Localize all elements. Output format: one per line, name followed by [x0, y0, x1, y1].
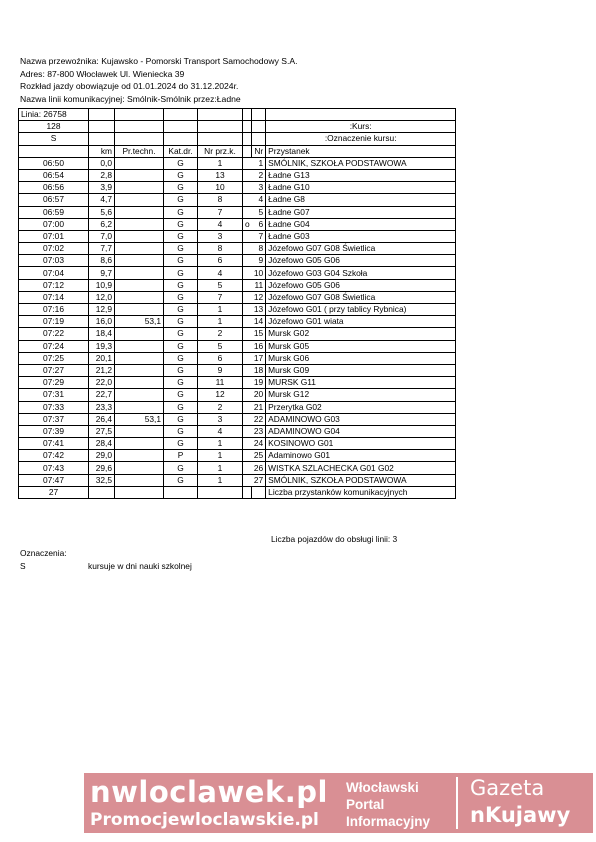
- cell-kat: G: [164, 243, 198, 255]
- cell-pr: [115, 182, 164, 194]
- cell-stop: SMÓLNIK, SZKOŁA PODSTAWOWA: [266, 474, 456, 486]
- legend-description: kursuje w dni nauki szkolnej: [88, 561, 192, 571]
- cell-nrprz: 1: [198, 450, 243, 462]
- site-promocje[interactable]: Promocjewloclawskie.pl: [90, 810, 319, 830]
- header-kat-dr: Kat.dr.: [164, 145, 198, 157]
- header-stop: Przystanek: [266, 145, 456, 157]
- cell-time: 07:00: [19, 218, 89, 230]
- cell-km: 2,8: [89, 169, 115, 181]
- cell-kat: G: [164, 304, 198, 316]
- cell-time: 07:22: [19, 328, 89, 340]
- cell-stop: Józefowo G03 G04 Szkoła: [266, 267, 456, 279]
- cell-nrprz: 8: [198, 243, 243, 255]
- legend: [20, 547, 192, 573]
- portal-line-3: Informacyjny: [346, 814, 431, 829]
- cell-kat: G: [164, 194, 198, 206]
- cell-nrprz: 5: [198, 279, 243, 291]
- table-row: [19, 230, 456, 242]
- cell-pr: [115, 255, 164, 267]
- gazeta-logo[interactable]: [470, 775, 570, 829]
- portal-label: [346, 779, 430, 830]
- cell-pr: [115, 206, 164, 218]
- cell-kat: G: [164, 157, 198, 169]
- table-row: [19, 328, 456, 340]
- stop-count-label: Liczba przystanków komunikacyjnych: [266, 486, 456, 498]
- cell-o: [243, 255, 252, 267]
- cell-kat: G: [164, 340, 198, 352]
- cell-pr: [115, 328, 164, 340]
- cell-o: [243, 328, 252, 340]
- cell-time: 07:43: [19, 462, 89, 474]
- cell-nrprz: 1: [198, 304, 243, 316]
- cell-time: 06:56: [19, 182, 89, 194]
- cell-time: 07:37: [19, 413, 89, 425]
- table-row: [19, 267, 456, 279]
- cell-pr: [115, 462, 164, 474]
- cell-kat: G: [164, 291, 198, 303]
- cell-km: 28,4: [89, 438, 115, 450]
- cell-kat: G: [164, 377, 198, 389]
- cell-stop: Ładne G8: [266, 194, 456, 206]
- table-row: [19, 279, 456, 291]
- cell-pr: [115, 218, 164, 230]
- header-nr: Nr: [252, 145, 266, 157]
- cell-km: 9,7: [89, 267, 115, 279]
- cell-time: 07:47: [19, 474, 89, 486]
- cell-km: 7,7: [89, 243, 115, 255]
- cell-pr: [115, 389, 164, 401]
- cell-km: 23,3: [89, 401, 115, 413]
- cell-kat: G: [164, 230, 198, 242]
- site-nwloclawek[interactable]: nwloclawek.pl: [90, 775, 328, 809]
- header-nr-prz: Nr prz.k.: [198, 145, 243, 157]
- cell-o: [243, 389, 252, 401]
- cell-km: 22,0: [89, 377, 115, 389]
- cell-nr: 10: [252, 267, 266, 279]
- cell-km: 32,5: [89, 474, 115, 486]
- cell-km: 26,4: [89, 413, 115, 425]
- cell-nrprz: 8: [198, 194, 243, 206]
- cell-pr: [115, 364, 164, 376]
- cell-nr: 26: [252, 462, 266, 474]
- cell-nrprz: 1: [198, 462, 243, 474]
- table-row: [19, 401, 456, 413]
- cell-km: 18,4: [89, 328, 115, 340]
- cell-time: 07:31: [19, 389, 89, 401]
- header-pr-techn: Pr.techn.: [115, 145, 164, 157]
- cell-pr: [115, 267, 164, 279]
- cell-stop: Mursk G05: [266, 340, 456, 352]
- cell-nr: 5: [252, 206, 266, 218]
- cell-kat: G: [164, 206, 198, 218]
- cell-pr: [115, 279, 164, 291]
- cell-pr: [115, 377, 164, 389]
- cell-km: 12,0: [89, 291, 115, 303]
- cell-nr: 6: [252, 218, 266, 230]
- cell-pr: [115, 194, 164, 206]
- cell-nr: 16: [252, 340, 266, 352]
- cell-o: [243, 267, 252, 279]
- line-name: Nazwa linii komunikacyjnej: Smólnik-Smólnik przez:Ładne: [20, 93, 241, 104]
- cell-o: [243, 462, 252, 474]
- cell-time: 07:02: [19, 243, 89, 255]
- cell-nrprz: 7: [198, 291, 243, 303]
- cell-nrprz: 9: [198, 364, 243, 376]
- table-row: [19, 169, 456, 181]
- cell-nrprz: 11: [198, 377, 243, 389]
- cell-nr: 12: [252, 291, 266, 303]
- course-row: [19, 121, 456, 133]
- cell-km: 22,7: [89, 389, 115, 401]
- cell-time: 07:41: [19, 438, 89, 450]
- table-row: [19, 413, 456, 425]
- cell-nr: 1: [252, 157, 266, 169]
- cell-kat: G: [164, 462, 198, 474]
- timetable: [18, 108, 456, 499]
- cell-km: 5,6: [89, 206, 115, 218]
- cell-time: 07:42: [19, 450, 89, 462]
- cell-km: 29,6: [89, 462, 115, 474]
- cell-pr: [115, 243, 164, 255]
- cell-kat: G: [164, 413, 198, 425]
- cell-o: [243, 291, 252, 303]
- cell-nrprz: 7: [198, 206, 243, 218]
- table-row: [19, 425, 456, 437]
- cell-o: [243, 206, 252, 218]
- table-row: [19, 462, 456, 474]
- cell-o: [243, 243, 252, 255]
- cell-km: 27,5: [89, 425, 115, 437]
- cell-pr: [115, 340, 164, 352]
- table-row: [19, 450, 456, 462]
- cell-nr: 11: [252, 279, 266, 291]
- gazeta-line-2: nKujawy: [470, 803, 571, 827]
- cell-stop: Józefowo G05 G06: [266, 279, 456, 291]
- cell-o: [243, 352, 252, 364]
- table-row: [19, 206, 456, 218]
- cell-pr: [115, 425, 164, 437]
- cell-nrprz: 2: [198, 401, 243, 413]
- cell-nr: 8: [252, 243, 266, 255]
- table-row: [19, 316, 456, 328]
- cell-stop: Ładne G13: [266, 169, 456, 181]
- advertising-banner[interactable]: [84, 773, 593, 833]
- cell-time: 07:16: [19, 304, 89, 316]
- cell-kat: G: [164, 425, 198, 437]
- legend-key: S: [20, 561, 26, 571]
- cell-time: 07:01: [19, 230, 89, 242]
- cell-stop: Mursk G06: [266, 352, 456, 364]
- cell-stop: ADAMINOWO G04: [266, 425, 456, 437]
- cell-stop: Mursk G09: [266, 364, 456, 376]
- cell-nr: 2: [252, 169, 266, 181]
- cell-nr: 13: [252, 304, 266, 316]
- cell-time: 07:29: [19, 377, 89, 389]
- cell-nrprz: 2: [198, 328, 243, 340]
- cell-time: 06:54: [19, 169, 89, 181]
- header-km: km: [89, 145, 115, 157]
- cell-o: [243, 182, 252, 194]
- cell-stop: Józefowo G05 G06: [266, 255, 456, 267]
- cell-nrprz: 1: [198, 316, 243, 328]
- cell-kat: G: [164, 352, 198, 364]
- cell-nr: 21: [252, 401, 266, 413]
- cell-stop: Mursk G12: [266, 389, 456, 401]
- portal-line-2: Portal: [346, 797, 385, 812]
- table-row: [19, 194, 456, 206]
- table-row: [19, 243, 456, 255]
- table-row: [19, 340, 456, 352]
- cell-o: [243, 194, 252, 206]
- validity-period: Rozkład jazdy obowiązuje od 01.01.2024 do 31.12.2024r.: [20, 81, 239, 92]
- cell-stop: Przerytka G02: [266, 401, 456, 413]
- cell-stop: WISTKA SZLACHECKA G01 G02: [266, 462, 456, 474]
- cell-kat: G: [164, 474, 198, 486]
- cell-pr: [115, 474, 164, 486]
- cell-pr: [115, 169, 164, 181]
- cell-time: 06:50: [19, 157, 89, 169]
- course-number: 128: [19, 121, 89, 133]
- cell-nr: 20: [252, 389, 266, 401]
- banner-divider: [456, 777, 458, 829]
- cell-time: 07:03: [19, 255, 89, 267]
- cell-time: 06:57: [19, 194, 89, 206]
- cell-km: 12,9: [89, 304, 115, 316]
- cell-kat: G: [164, 255, 198, 267]
- cell-o: [243, 169, 252, 181]
- cell-kat: G: [164, 279, 198, 291]
- cell-nrprz: 1: [198, 474, 243, 486]
- cell-o: [243, 364, 252, 376]
- cell-kat: G: [164, 182, 198, 194]
- legend-item: [20, 560, 192, 573]
- cell-kat: G: [164, 267, 198, 279]
- cell-km: 21,2: [89, 364, 115, 376]
- cell-nr: 23: [252, 425, 266, 437]
- cell-o: [243, 401, 252, 413]
- table-row: [19, 182, 456, 194]
- table-row: [19, 438, 456, 450]
- cell-km: 6,2: [89, 218, 115, 230]
- cell-pr: [115, 438, 164, 450]
- cell-nrprz: 1: [198, 438, 243, 450]
- stop-count-row: [19, 486, 456, 498]
- cell-time: 07:14: [19, 291, 89, 303]
- cell-km: 4,7: [89, 194, 115, 206]
- cell-km: 3,9: [89, 182, 115, 194]
- table-row: [19, 291, 456, 303]
- cell-stop: Ładne G04: [266, 218, 456, 230]
- cell-pr: [115, 450, 164, 462]
- cell-o: [243, 340, 252, 352]
- cell-kat: G: [164, 364, 198, 376]
- cell-kat: G: [164, 401, 198, 413]
- line-number: Linia: 26758: [19, 109, 89, 121]
- cell-o: [243, 377, 252, 389]
- gazeta-line-1: Gazeta: [470, 776, 545, 800]
- cell-km: 16,0: [89, 316, 115, 328]
- cell-nrprz: 4: [198, 218, 243, 230]
- column-headers: [19, 145, 456, 157]
- document-header: [20, 55, 298, 105]
- vehicle-count: Liczba pojazdów do obsługi linii: 3: [271, 534, 398, 544]
- cell-stop: Ładne G03: [266, 230, 456, 242]
- cell-nrprz: 5: [198, 340, 243, 352]
- cell-nr: 17: [252, 352, 266, 364]
- cell-time: 07:39: [19, 425, 89, 437]
- course-mark-row: [19, 133, 456, 145]
- table-row: [19, 352, 456, 364]
- table-row: [19, 474, 456, 486]
- table-row: [19, 255, 456, 267]
- cell-o: [243, 230, 252, 242]
- carrier-name: Nazwa przewoźnika: Kujawsko - Pomorski Transport Samochodowy S.A.: [20, 56, 298, 66]
- cell-km: 29,0: [89, 450, 115, 462]
- cell-o: [243, 413, 252, 425]
- cell-kat: G: [164, 316, 198, 328]
- table-row: [19, 304, 456, 316]
- cell-time: 07:25: [19, 352, 89, 364]
- cell-o: [243, 279, 252, 291]
- table-row: [19, 157, 456, 169]
- cell-pr: 53,1: [115, 413, 164, 425]
- cell-nr: 27: [252, 474, 266, 486]
- cell-nrprz: 13: [198, 169, 243, 181]
- cell-o: [243, 304, 252, 316]
- cell-stop: ADAMINOWO G03: [266, 413, 456, 425]
- legend-title: Oznaczenia:: [20, 548, 67, 558]
- cell-pr: [115, 157, 164, 169]
- cell-o: [243, 474, 252, 486]
- cell-time: 07:04: [19, 267, 89, 279]
- carrier-address: Adres: 87-800 Włocławek Ul. Wieniecka 39: [20, 68, 185, 79]
- cell-nrprz: 3: [198, 413, 243, 425]
- cell-nrprz: 6: [198, 352, 243, 364]
- cell-stop: Józefowo G07 G08 Świetlica: [266, 243, 456, 255]
- cell-nrprz: 3: [198, 230, 243, 242]
- cell-nrprz: 4: [198, 425, 243, 437]
- cell-km: 20,1: [89, 352, 115, 364]
- cell-kat: P: [164, 450, 198, 462]
- cell-o: [243, 438, 252, 450]
- cell-km: 19,3: [89, 340, 115, 352]
- cell-km: 7,0: [89, 230, 115, 242]
- stop-count: 27: [19, 486, 89, 498]
- cell-time: 07:19: [19, 316, 89, 328]
- cell-time: 07:33: [19, 401, 89, 413]
- line-row: [19, 109, 456, 121]
- cell-kat: G: [164, 218, 198, 230]
- cell-nrprz: 6: [198, 255, 243, 267]
- cell-nr: 4: [252, 194, 266, 206]
- cell-nrprz: 12: [198, 389, 243, 401]
- cell-pr: 53,1: [115, 316, 164, 328]
- cell-stop: KOSINOWO G01: [266, 438, 456, 450]
- cell-nr: 22: [252, 413, 266, 425]
- cell-pr: [115, 352, 164, 364]
- cell-stop: Józefowo G07 G08 Świetlica: [266, 291, 456, 303]
- cell-pr: [115, 304, 164, 316]
- cell-nr: 9: [252, 255, 266, 267]
- cell-o: [243, 450, 252, 462]
- cell-nr: 7: [252, 230, 266, 242]
- cell-time: 07:27: [19, 364, 89, 376]
- cell-nr: 3: [252, 182, 266, 194]
- cell-nrprz: 10: [198, 182, 243, 194]
- table-row: [19, 364, 456, 376]
- cell-nr: 15: [252, 328, 266, 340]
- cell-nr: 14: [252, 316, 266, 328]
- table-row: [19, 377, 456, 389]
- cell-time: 06:59: [19, 206, 89, 218]
- course-mark-label: :Oznaczenie kursu:: [266, 133, 456, 145]
- cell-nrprz: 1: [198, 157, 243, 169]
- cell-nr: 24: [252, 438, 266, 450]
- cell-o: [243, 425, 252, 437]
- cell-nr: 25: [252, 450, 266, 462]
- cell-stop: Ładne G10: [266, 182, 456, 194]
- cell-nr: 18: [252, 364, 266, 376]
- course-mark: S: [19, 133, 89, 145]
- portal-line-1: Włocławski: [346, 780, 419, 795]
- cell-stop: Mursk G02: [266, 328, 456, 340]
- cell-stop: Józefowo G01 ( przy tablicy Rybnica): [266, 304, 456, 316]
- cell-kat: G: [164, 169, 198, 181]
- cell-kat: G: [164, 328, 198, 340]
- cell-kat: G: [164, 438, 198, 450]
- cell-stop: MURSK G11: [266, 377, 456, 389]
- cell-km: 10,9: [89, 279, 115, 291]
- cell-time: 07:12: [19, 279, 89, 291]
- cell-o: o: [243, 218, 252, 230]
- cell-km: 8,6: [89, 255, 115, 267]
- cell-time: 07:24: [19, 340, 89, 352]
- cell-o: [243, 157, 252, 169]
- cell-kat: G: [164, 389, 198, 401]
- cell-stop: SMÓLNIK, SZKOŁA PODSTAWOWA: [266, 157, 456, 169]
- cell-pr: [115, 401, 164, 413]
- table-row: [19, 389, 456, 401]
- cell-stop: Adaminowo G01: [266, 450, 456, 462]
- cell-stop: Ładne G07: [266, 206, 456, 218]
- cell-o: [243, 316, 252, 328]
- cell-km: 0,0: [89, 157, 115, 169]
- cell-pr: [115, 230, 164, 242]
- banner-sites[interactable]: [90, 775, 328, 831]
- cell-stop: Józefowo G01 wiata: [266, 316, 456, 328]
- course-label: :Kurs:: [266, 121, 456, 133]
- cell-nr: 19: [252, 377, 266, 389]
- table-row: [19, 218, 456, 230]
- cell-nrprz: 4: [198, 267, 243, 279]
- cell-pr: [115, 291, 164, 303]
